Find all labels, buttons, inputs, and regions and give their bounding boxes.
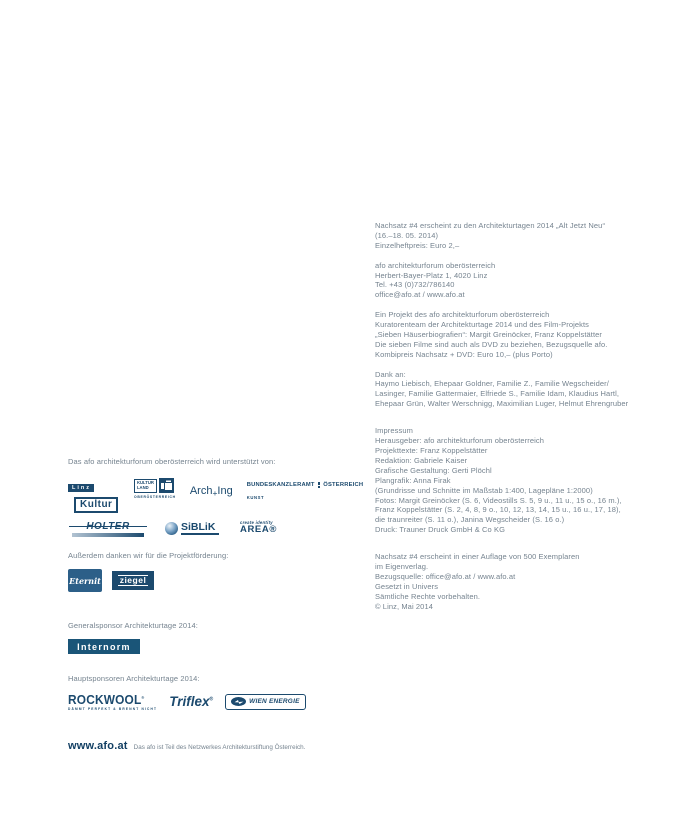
triflex-logo [169, 694, 213, 709]
thanks-block [375, 370, 693, 410]
bundeskanzleramt-country: ÖSTERREICH [323, 482, 364, 489]
general-sponsor-section [68, 621, 198, 654]
text-line: Redaktion: Gabriele Kaiser [375, 455, 468, 465]
siblik-tagline-strip [181, 533, 219, 535]
triflex-wordmark: Triflex [169, 694, 210, 710]
text-line: (Grundrisse und Schnitte im Maßstab 1:400, Lagepläne 1:2000) [375, 485, 593, 495]
kulturland-wordmark [134, 479, 157, 493]
kulturland-region: OBERÖSTERREICH [134, 494, 176, 499]
siblik-wordmark: SiBLiK [181, 520, 216, 533]
kulturland-word1: KULTUR [137, 480, 154, 486]
text-line: Ehepaar Grün, Walter Werschnigg, Maximilian Luger, Helmut Ehrengruber [375, 399, 629, 409]
text-line: Herausgeber: afo architekturforum oberösterreich [375, 436, 545, 446]
ziegel-logo [112, 571, 154, 590]
text-line: „Sieben Häuserbiografien“: Margit Greinöcker, Franz Koppelstätter [375, 329, 603, 339]
holter-wordmark: HOLTER [86, 521, 130, 532]
austria-flag-icon [318, 482, 321, 488]
linz-kultur-logo-top: Linz [68, 484, 94, 493]
edition-info-block [375, 221, 693, 251]
supporters-label: Das afo architekturforum oberösterreich wird unterstützt von: [68, 457, 276, 466]
bundeskanzleramt-logo [247, 482, 364, 500]
text-line: Lasinger, Familie Gattermaier, Elfriede S., Familie Idam, Klaudius Hartl, [375, 389, 620, 399]
text-line: Ein Projekt des afo architekturforum oberösterreich [375, 310, 550, 320]
text-line: Plangrafik: Anna Firak [375, 475, 451, 485]
text-line: Druck: Trauner Druck GmbH & Co KG [375, 525, 505, 535]
internorm-logo: Internorm [68, 639, 140, 654]
kulturland-word2: LAND [137, 484, 149, 490]
text-line: Gesetzt in Univers [375, 581, 439, 591]
text-line: Herbert-Bayer-Platz 1, 4020 Linz [375, 270, 488, 280]
kulturland-logo-top [134, 478, 176, 493]
wien-energie-wordmark: WIEN ENERGIE [249, 698, 300, 706]
text-line: Dank an: [375, 369, 406, 379]
text-line: office@afo.at / www.afo.at [375, 290, 465, 300]
contact-info-block [375, 261, 693, 301]
rockwool-logo [68, 692, 157, 711]
colophon-text-column [375, 221, 693, 621]
text-line: (16.–18. 05. 2014) [375, 230, 439, 240]
text-line: Fotos: Margit Greinöcker (S. 6, Videostills S. 5, 9 u., 11 u., 15 o., 16 m.), [375, 495, 622, 505]
holter-logo [72, 520, 144, 537]
text-line: Impressum [375, 426, 413, 436]
linz-kultur-logo-bottom: Kultur [74, 497, 118, 513]
siblik-wordmark-group [181, 522, 219, 535]
rockwool-name: ROCKWOOL [68, 693, 142, 708]
bundeskanzleramt-dept: KUNST [246, 495, 265, 501]
bundeskanzleramt-wordmark [247, 482, 364, 488]
funding-section [68, 551, 228, 592]
funding-label: Außerdem danken wir für die Projektförderung: [68, 551, 229, 560]
text-line: Haymo Liebisch, Ehepaar Goldner, Familie Z., Familie Wegscheider/ [375, 379, 609, 389]
main-sponsors-label: Hauptsponsoren Architekturtage 2014: [68, 674, 200, 683]
arch-ing-part1: Arch [189, 485, 213, 497]
kulturland-icon [159, 478, 174, 493]
siblik-logo [165, 522, 219, 535]
triflex-reg-mark: ® [209, 696, 214, 703]
text-line: Grafische Gestaltung: Gerti Plöchl [375, 465, 492, 475]
project-info-block [375, 310, 693, 360]
general-sponsor-label: Generalsponsor Architekturtage 2014: [68, 621, 198, 630]
text-line: Sämtliche Rechte vorbehalten. [375, 591, 481, 601]
print-run-block [375, 552, 693, 611]
text-line: Tel. +43 (0)732/786140 [375, 280, 455, 290]
text-line: Bezugsquelle: office@afo.at / www.afo.at [375, 571, 516, 581]
text-line: © Linz, Mai 2014 [375, 601, 433, 611]
area-tagline: create identity [240, 519, 273, 525]
text-line: Franz Koppelstätter (S. 2, 4, 8, 9 o., 10, 12, 13, 14, 15 u., 16 u., 17, 18), [375, 505, 621, 515]
supporters-logo-row-2 [72, 520, 363, 537]
text-line: die traunreiter (S. 11 o.), Janina Wegscheider (S. 16 o.) [375, 515, 565, 525]
supporters-logo-row-1 [68, 476, 363, 513]
impressum-block [375, 426, 693, 535]
wien-energie-lightning-icon [231, 697, 246, 706]
text-line: afo architekturforum oberösterreich [375, 260, 496, 270]
holter-gradient-bar [72, 533, 144, 537]
text-line: Die sieben Filme sind auch als DVD zu beziehen, Bezugsquelle afo. [375, 339, 608, 349]
area-wordmark: AREA® [240, 523, 277, 535]
text-line: im Eigenverlag. [375, 562, 429, 572]
text-line: Nachsatz #4 erscheint in einer Auflage von 500 Exemplaren [375, 552, 580, 562]
funding-logo-row [68, 569, 228, 592]
text-line: Projekttexte: Franz Koppelstätter [375, 445, 488, 455]
wien-energie-logo [225, 694, 305, 710]
ziegel-wordmark: ziegel [119, 575, 147, 585]
siblik-sphere-icon [165, 522, 178, 535]
rockwool-reg-mark: ® [141, 695, 145, 700]
eternit-logo: Eternit [68, 569, 102, 592]
text-line: Kombipreis Nachsatz + DVD: Euro 10,– (plus Porto) [375, 349, 553, 359]
main-sponsors-logo-row [68, 692, 306, 711]
network-note: Das afo ist Teil des Netzwerkes Architekturstiftung Österreich. [133, 744, 306, 751]
area-logo [240, 520, 277, 535]
arch-ing-logo [190, 485, 233, 498]
arch-ing-plus: + [212, 488, 218, 498]
rockwool-wordmark [68, 692, 153, 706]
text-line: Einzelheftpreis: Euro 2,– [375, 240, 460, 250]
linz-kultur-logo [68, 476, 120, 513]
rockwool-tagline: DÄMMT PERFEKT & BRENNT NICHT [68, 707, 158, 712]
page-footer [68, 740, 305, 752]
supporters-section [68, 457, 363, 537]
main-sponsors-section [68, 674, 306, 711]
arch-ing-part2: Ing [217, 485, 233, 497]
text-line: Kuratorenteam der Architekturtage 2014 und des Film-Projekts [375, 320, 590, 330]
afo-url: www.afo.at [68, 740, 128, 752]
text-line: Nachsatz #4 erscheint zu den Architekturtagen 2014 „Alt Jetzt Neu“ [375, 221, 606, 230]
kulturland-logo [134, 478, 176, 499]
lightning-glyph [234, 699, 244, 705]
bundeskanzleramt-name: BUNDESKANZLERAMT [246, 482, 315, 489]
